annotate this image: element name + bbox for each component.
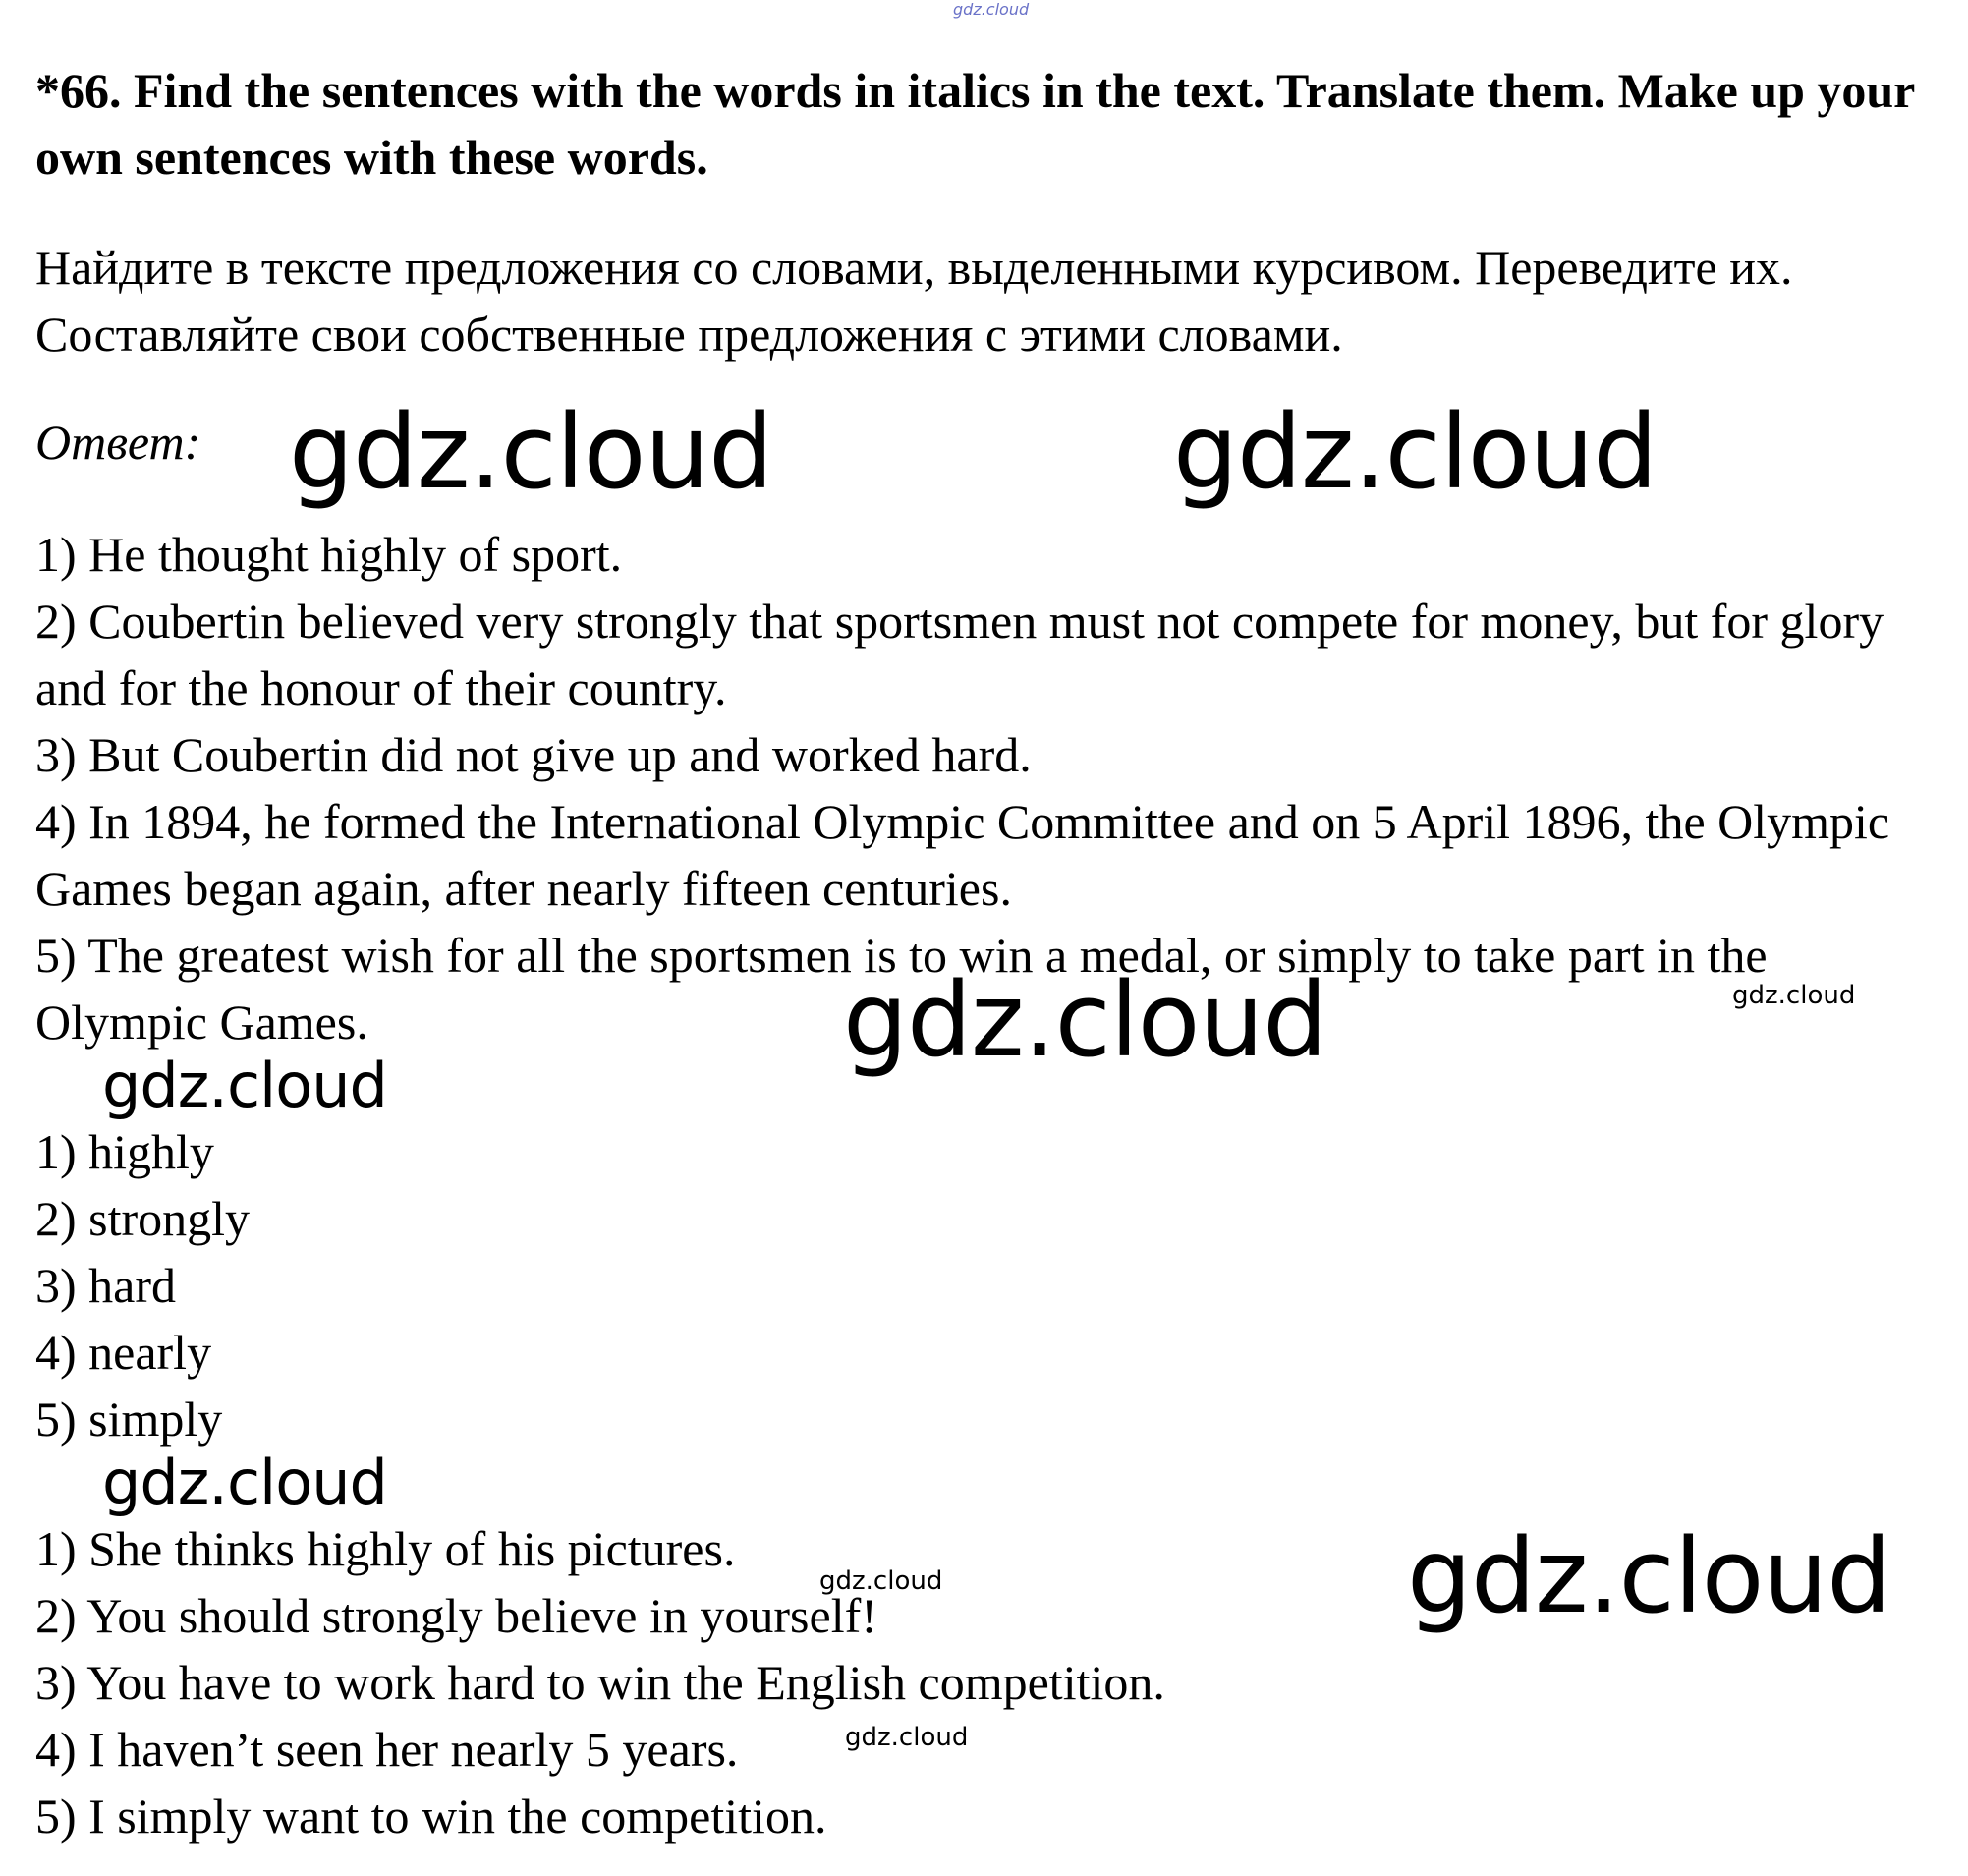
list-item: 5) I simply want to win the competition. xyxy=(35,1789,827,1844)
watermark-top: gdz.cloud xyxy=(953,0,1030,19)
list-item: 2) You should strongly believe in yourself! xyxy=(35,1588,877,1643)
list-item: 4) In 1894, he formed the International Olympic Committee and on 5 April 1896, the Olympic Games began again, after nearly fifteen centuries. xyxy=(35,794,1890,916)
watermark: gdz.cloud xyxy=(1173,392,1658,512)
list-item: 1) He thought highly of sport. xyxy=(35,527,623,582)
watermark: gdz.cloud xyxy=(845,1723,969,1752)
list-item: 3) You have to work hard to win the English competition. xyxy=(35,1655,1165,1710)
list-item: 2) strongly xyxy=(35,1191,251,1246)
watermark: gdz.cloud xyxy=(1732,981,1856,1010)
list-item: 5) simply xyxy=(35,1392,223,1447)
watermark: gdz.cloud xyxy=(1407,1516,1891,1636)
task-title: *66. Find the sentences with the words in italics in the text. Translate them. Make up your own sentences with these words. xyxy=(35,63,1915,185)
watermark: gdz.cloud xyxy=(819,1566,943,1596)
list-item: 1) highly xyxy=(35,1124,214,1179)
list-item: 3) hard xyxy=(35,1258,176,1313)
watermark: gdz.cloud xyxy=(843,960,1327,1080)
italic-words-list xyxy=(35,1118,1941,1452)
list-item: 4) I haven’t seen her nearly 5 years. xyxy=(35,1722,739,1777)
list-item: 3) But Coubertin did not give up and worked hard. xyxy=(35,727,1032,782)
list-item: 1) She thinks highly of his pictures. xyxy=(35,1521,736,1576)
list-item: 5) The greatest wish for all the sportsmen is to win a medal, or simply to take part in the Olympic Games. xyxy=(35,928,1768,1050)
watermark: gdz.cloud xyxy=(102,1050,387,1121)
answer-label: Ответ: xyxy=(35,415,201,470)
list-item: 4) nearly xyxy=(35,1325,212,1380)
list-item: 2) Coubertin believed very strongly that sportsmen must not compete for money, but for glory and for the honour of their country. xyxy=(35,594,1884,715)
task-translation: Найдите в тексте предложения со словами, выделенными курсивом. Переведите их. Составляйте свои собственные предложения с этими словами. xyxy=(35,240,1793,362)
watermark: gdz.cloud xyxy=(289,392,773,512)
watermark: gdz.cloud xyxy=(102,1447,387,1518)
